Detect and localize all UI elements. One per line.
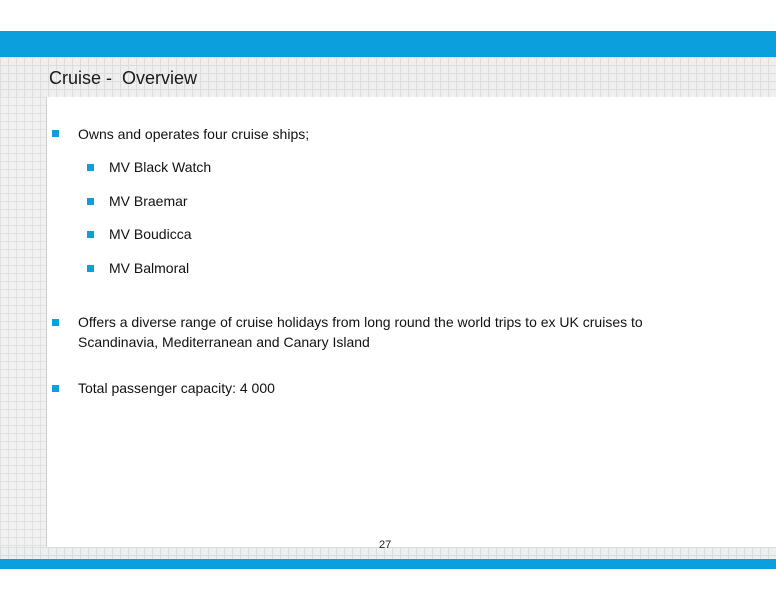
slide-title: Cruise - Overview [49, 68, 198, 88]
sub-bullet-text: MV Black Watch [109, 159, 212, 175]
sub-bullet-square-icon [87, 231, 94, 238]
bullet-text: Total passenger capacity: 4 000 [78, 380, 275, 396]
sub-bullet-square-icon [87, 164, 94, 171]
sub-bullet-text: MV Boudicca [109, 226, 192, 242]
sub-bullet-text: MV Balmoral [109, 260, 190, 276]
page-number: 27 [379, 539, 392, 551]
sub-bullet-square-icon [87, 265, 94, 272]
bullet-square-icon [52, 385, 59, 392]
bullet-square-icon [52, 319, 59, 326]
bullet-text-line2: Scandinavia, Mediterranean and Canary Island [78, 334, 370, 350]
sub-bullet-text: MV Braemar [109, 193, 188, 209]
header-accent-bar [0, 31, 776, 57]
bullet-text-line1: Offers a diverse range of cruise holidays from long round the world trips to ex UK cruises to [78, 314, 643, 330]
left-grid-strip [0, 97, 47, 547]
sub-bullet-square-icon [87, 198, 94, 205]
footer-accent-bar [0, 559, 776, 569]
bullet-square-icon [52, 130, 59, 137]
bullet-text: Owns and operates four cruise ships; [78, 126, 310, 142]
